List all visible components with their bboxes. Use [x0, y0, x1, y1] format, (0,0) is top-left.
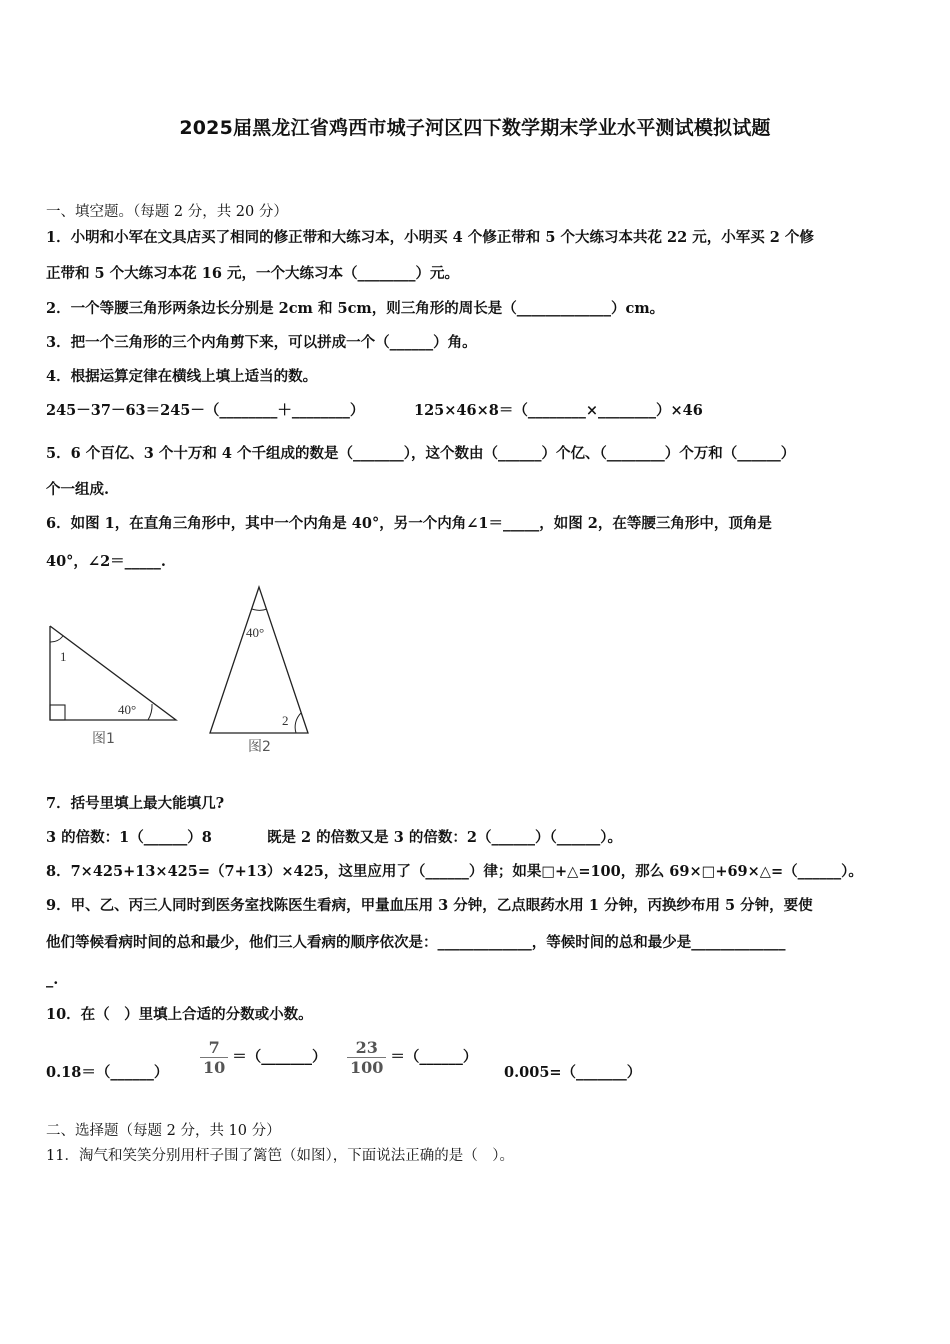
question-4: 4．根据运算定律在横线上填上适当的数。: [46, 368, 318, 385]
question-7: 7．括号里填上最大能填几?: [46, 795, 225, 812]
right-triangle-outline: [50, 626, 176, 720]
section2-heading: 二、选择题（每题 2 分，共 10 分）: [46, 1123, 281, 1139]
figure-2-caption: 图2: [248, 739, 271, 755]
question-5-line1: 5．6 个百亿、3 个十万和 4 个千组成的数是（_______），这个数由（______）个亿、（________）个万和（______）: [46, 445, 796, 462]
question-1-line2: 正带和 5 个大练习本花 16 元，一个大练习本（________）元。: [46, 265, 459, 282]
question-1-line1: 1．小明和小军在文具店买了相同的修正带和大练习本，小明买 4 个修正带和 5 个大练习本共花 22 元，小军买 2 个修: [46, 229, 814, 246]
fraction-7-10-numerator: 7: [208, 1038, 220, 1057]
question-6-line1: 6．如图 1，在直角三角形中，其中一个内角是 40°，另一个内角∠1＝_____，如图 2，在等腰三角形中，顶角是: [46, 515, 772, 532]
question-10-part-a: 0.18＝（______）: [46, 1064, 169, 1081]
question-10-part-c: [343, 1038, 477, 1077]
isosceles-triangle-outline: [210, 587, 308, 733]
question-10-part-b: [196, 1038, 327, 1077]
fraction-7-10: [200, 1038, 228, 1077]
angle-2-arc: [295, 713, 301, 733]
angle-40-arc: [148, 704, 152, 720]
angle-1-arc: [50, 636, 63, 642]
question-10-part-b-blank: ＝（_______）: [232, 1048, 327, 1066]
angle-40-label: 40°: [118, 702, 137, 717]
apex-angle-label: 40°: [246, 625, 265, 640]
question-9-line1: 9．甲、乙、丙三人同时到医务室找陈医生看病，甲量血压用 3 分钟，乙点眼药水用 1 分钟，丙换纱布用 5 分钟，要使: [46, 897, 813, 914]
figure-1-right-triangle: [40, 620, 190, 750]
question-10-part-c-blank: ＝（______）: [390, 1048, 478, 1066]
fraction-23-100: [347, 1038, 386, 1077]
question-4-part-b: 125×46×8＝（________×________）×46: [414, 402, 703, 419]
fraction-23-100-numerator: 23: [355, 1038, 378, 1057]
question-4-part-a: 245－37－63＝245－（________＋________）: [46, 402, 365, 419]
question-2: 2．一个等腰三角形两条边长分别是 2cm 和 5cm，则三角形的周长是（_____________）cm。: [46, 300, 665, 317]
question-5-line2: 个一组成.: [46, 481, 110, 498]
right-angle-mark: [50, 705, 65, 720]
question-9-line2: 他们等候看病时间的总和最少，他们三人看病的顺序依次是：_____________，等候时间的总和最少是_____________: [46, 934, 786, 951]
question-3: 3．把一个三角形的三个内角剪下来，可以拼成一个（______）角。: [46, 334, 477, 351]
figure-1-caption: 图1: [92, 731, 115, 747]
apex-angle-arc: [252, 609, 267, 610]
angle-1-label: 1: [60, 649, 67, 664]
question-7-part-b: 既是 2 的倍数又是 3 的倍数：2（______）（______）。: [267, 829, 622, 846]
page-title: 2025届黑龙江省鸡西市城子河区四下数学期末学业水平测试模拟试题: [179, 117, 771, 139]
section1-heading: 一、填空题。（每题 2 分，共 20 分）: [46, 204, 288, 220]
figure-2-isosceles-triangle: [200, 583, 320, 758]
question-8: 8．7×425+13×425=（7+13）×425，这里应用了（______）律；如果□+△=100，那么 69×□+69×△=（______）。: [46, 863, 863, 880]
fraction-7-10-denominator: 10: [200, 1057, 228, 1077]
question-9-line3: _.: [46, 971, 59, 988]
question-6-line2: 40°，∠2＝_____.: [46, 553, 166, 570]
question-11: 11．淘气和笑笑分别用杆子围了篱笆（如图），下面说法正确的是（ ）。: [46, 1148, 514, 1164]
fraction-23-100-denominator: 100: [347, 1057, 386, 1077]
question-10: 10．在（ ）里填上合适的分数或小数。: [46, 1006, 313, 1023]
angle-2-label: 2: [282, 713, 289, 728]
question-7-part-a: 3 的倍数：1（______）8: [46, 829, 212, 846]
question-10-part-d: 0.005=（_______）: [504, 1064, 642, 1081]
